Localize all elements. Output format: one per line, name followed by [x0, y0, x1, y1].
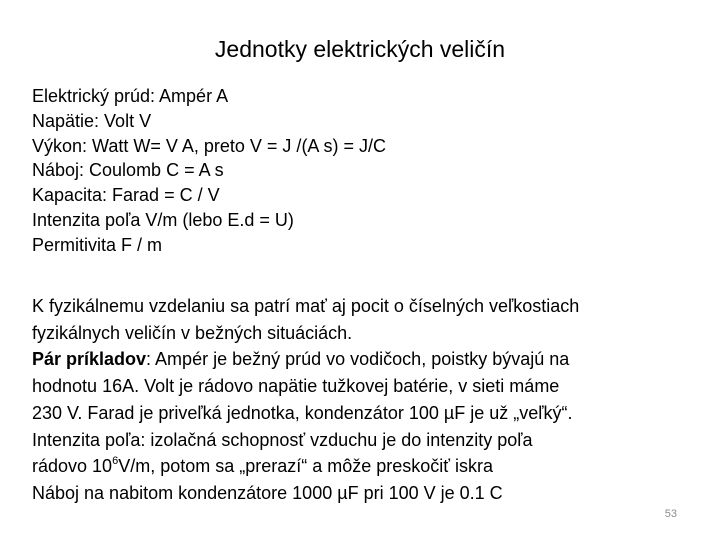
unit-field-intensity: Intenzita poľa V/m (lebo E.d = U) [32, 209, 294, 230]
page-number: 53 [664, 508, 677, 520]
unit-charge: Náboj: Coulomb C = A s [32, 160, 224, 181]
unit-voltage: Napätie: Volt V [32, 110, 152, 131]
unit-capacitance: Kapacita: Farad = C / V [32, 185, 220, 206]
notes-paragraph [32, 293, 692, 507]
notes-text: V/m, potom sa „prerazí“ a môže preskočiť iskra [118, 456, 494, 477]
notes-line: fyzikálnych veličín v bežných situáciách. [32, 322, 353, 343]
exponent: 6 [112, 455, 119, 468]
unit-current: Elektrický prúd: Ampér A [32, 86, 229, 106]
notes-line [32, 346, 692, 373]
notes-text: rádovo 10 [32, 456, 113, 477]
slide-title: Jednotky elektrických veličín [214, 36, 506, 62]
notes-line: Náboj na nabitom kondenzátore 1000 µF pri 100 V je 0.1 C [32, 482, 503, 503]
notes-line: Intenzita poľa: izolačná schopnosť vzduchu je do intenzity poľa [32, 429, 533, 450]
unit-power: Výkon: Watt W= V A, preto V = J /(A s) = J/C [32, 135, 386, 156]
units-list [32, 84, 386, 258]
notes-line: 230 V. Farad je priveľká jednotka, kondenzátor 100 µF je už „veľký“. [32, 402, 573, 423]
examples-label: Pár príkladov [32, 349, 147, 370]
notes-line: K fyzikálnemu vzdelaniu sa patrí mať aj pocit o číselných veľkostiach [32, 296, 580, 316]
notes-line: hodnotu 16A. Volt je rádovo napätie tužkovej batérie, v sieti máme [32, 376, 560, 397]
unit-permittivity: Permitivita F / m [32, 234, 163, 255]
notes-line [32, 453, 692, 480]
notes-text: : Ampér je bežný prúd vo vodičoch, poistky bývajú na [146, 349, 570, 370]
